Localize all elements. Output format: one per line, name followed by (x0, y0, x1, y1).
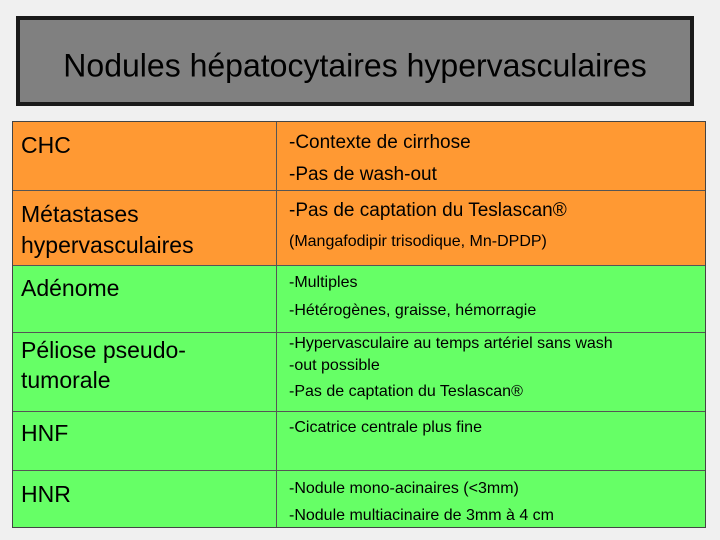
detail-line: -Multiples (289, 274, 358, 291)
detail-line: -Pas de captation du Teslascan® (289, 383, 523, 400)
row-detail-chc (289, 127, 703, 191)
detail-line: -Nodule mono-acinaires (<3mm) (289, 480, 519, 497)
detail-line: -Pas de captation du Teslascan® (289, 200, 567, 221)
title-box (16, 16, 694, 106)
row-label-chc: CHC (21, 132, 71, 158)
detail-line: -out possible (289, 357, 380, 374)
row-detail-metastases (289, 195, 703, 257)
row-label-peliose: Péliose pseudo-tumorale (21, 337, 186, 393)
detail-line: (Mangafodipir trisodique, Mn-DPDP) (289, 233, 547, 250)
detail-line: -Cicatrice centrale plus fine (289, 419, 482, 436)
row-label-hnf: HNF (21, 420, 69, 446)
row-detail-hnf (289, 415, 703, 441)
row-label-adenome: Adénome (21, 275, 120, 301)
comparison-table (12, 121, 706, 528)
row-label-hnr: HNR (21, 481, 71, 507)
detail-line: -Hétérogènes, graisse, hémorragie (289, 302, 537, 319)
detail-line: -Hypervasculaire au temps artériel sans wash (289, 335, 613, 352)
slide-title: Nodules hépatocytaires hypervasculaires (63, 47, 647, 84)
row-detail-peliose (289, 332, 703, 408)
row-divider (13, 470, 705, 471)
detail-line: -Contexte de cirrhose (289, 132, 471, 153)
row-divider (13, 411, 705, 412)
row-detail-hnr (289, 475, 703, 529)
row-detail-adenome (289, 269, 703, 325)
column-divider (276, 122, 277, 527)
detail-line: -Nodule multiacinaire de 3mm à 4 cm (289, 507, 554, 524)
row-divider (13, 265, 705, 266)
row-label-metastases: Métastases hypervasculaires (21, 201, 194, 258)
detail-line: -Pas de wash-out (289, 164, 437, 185)
